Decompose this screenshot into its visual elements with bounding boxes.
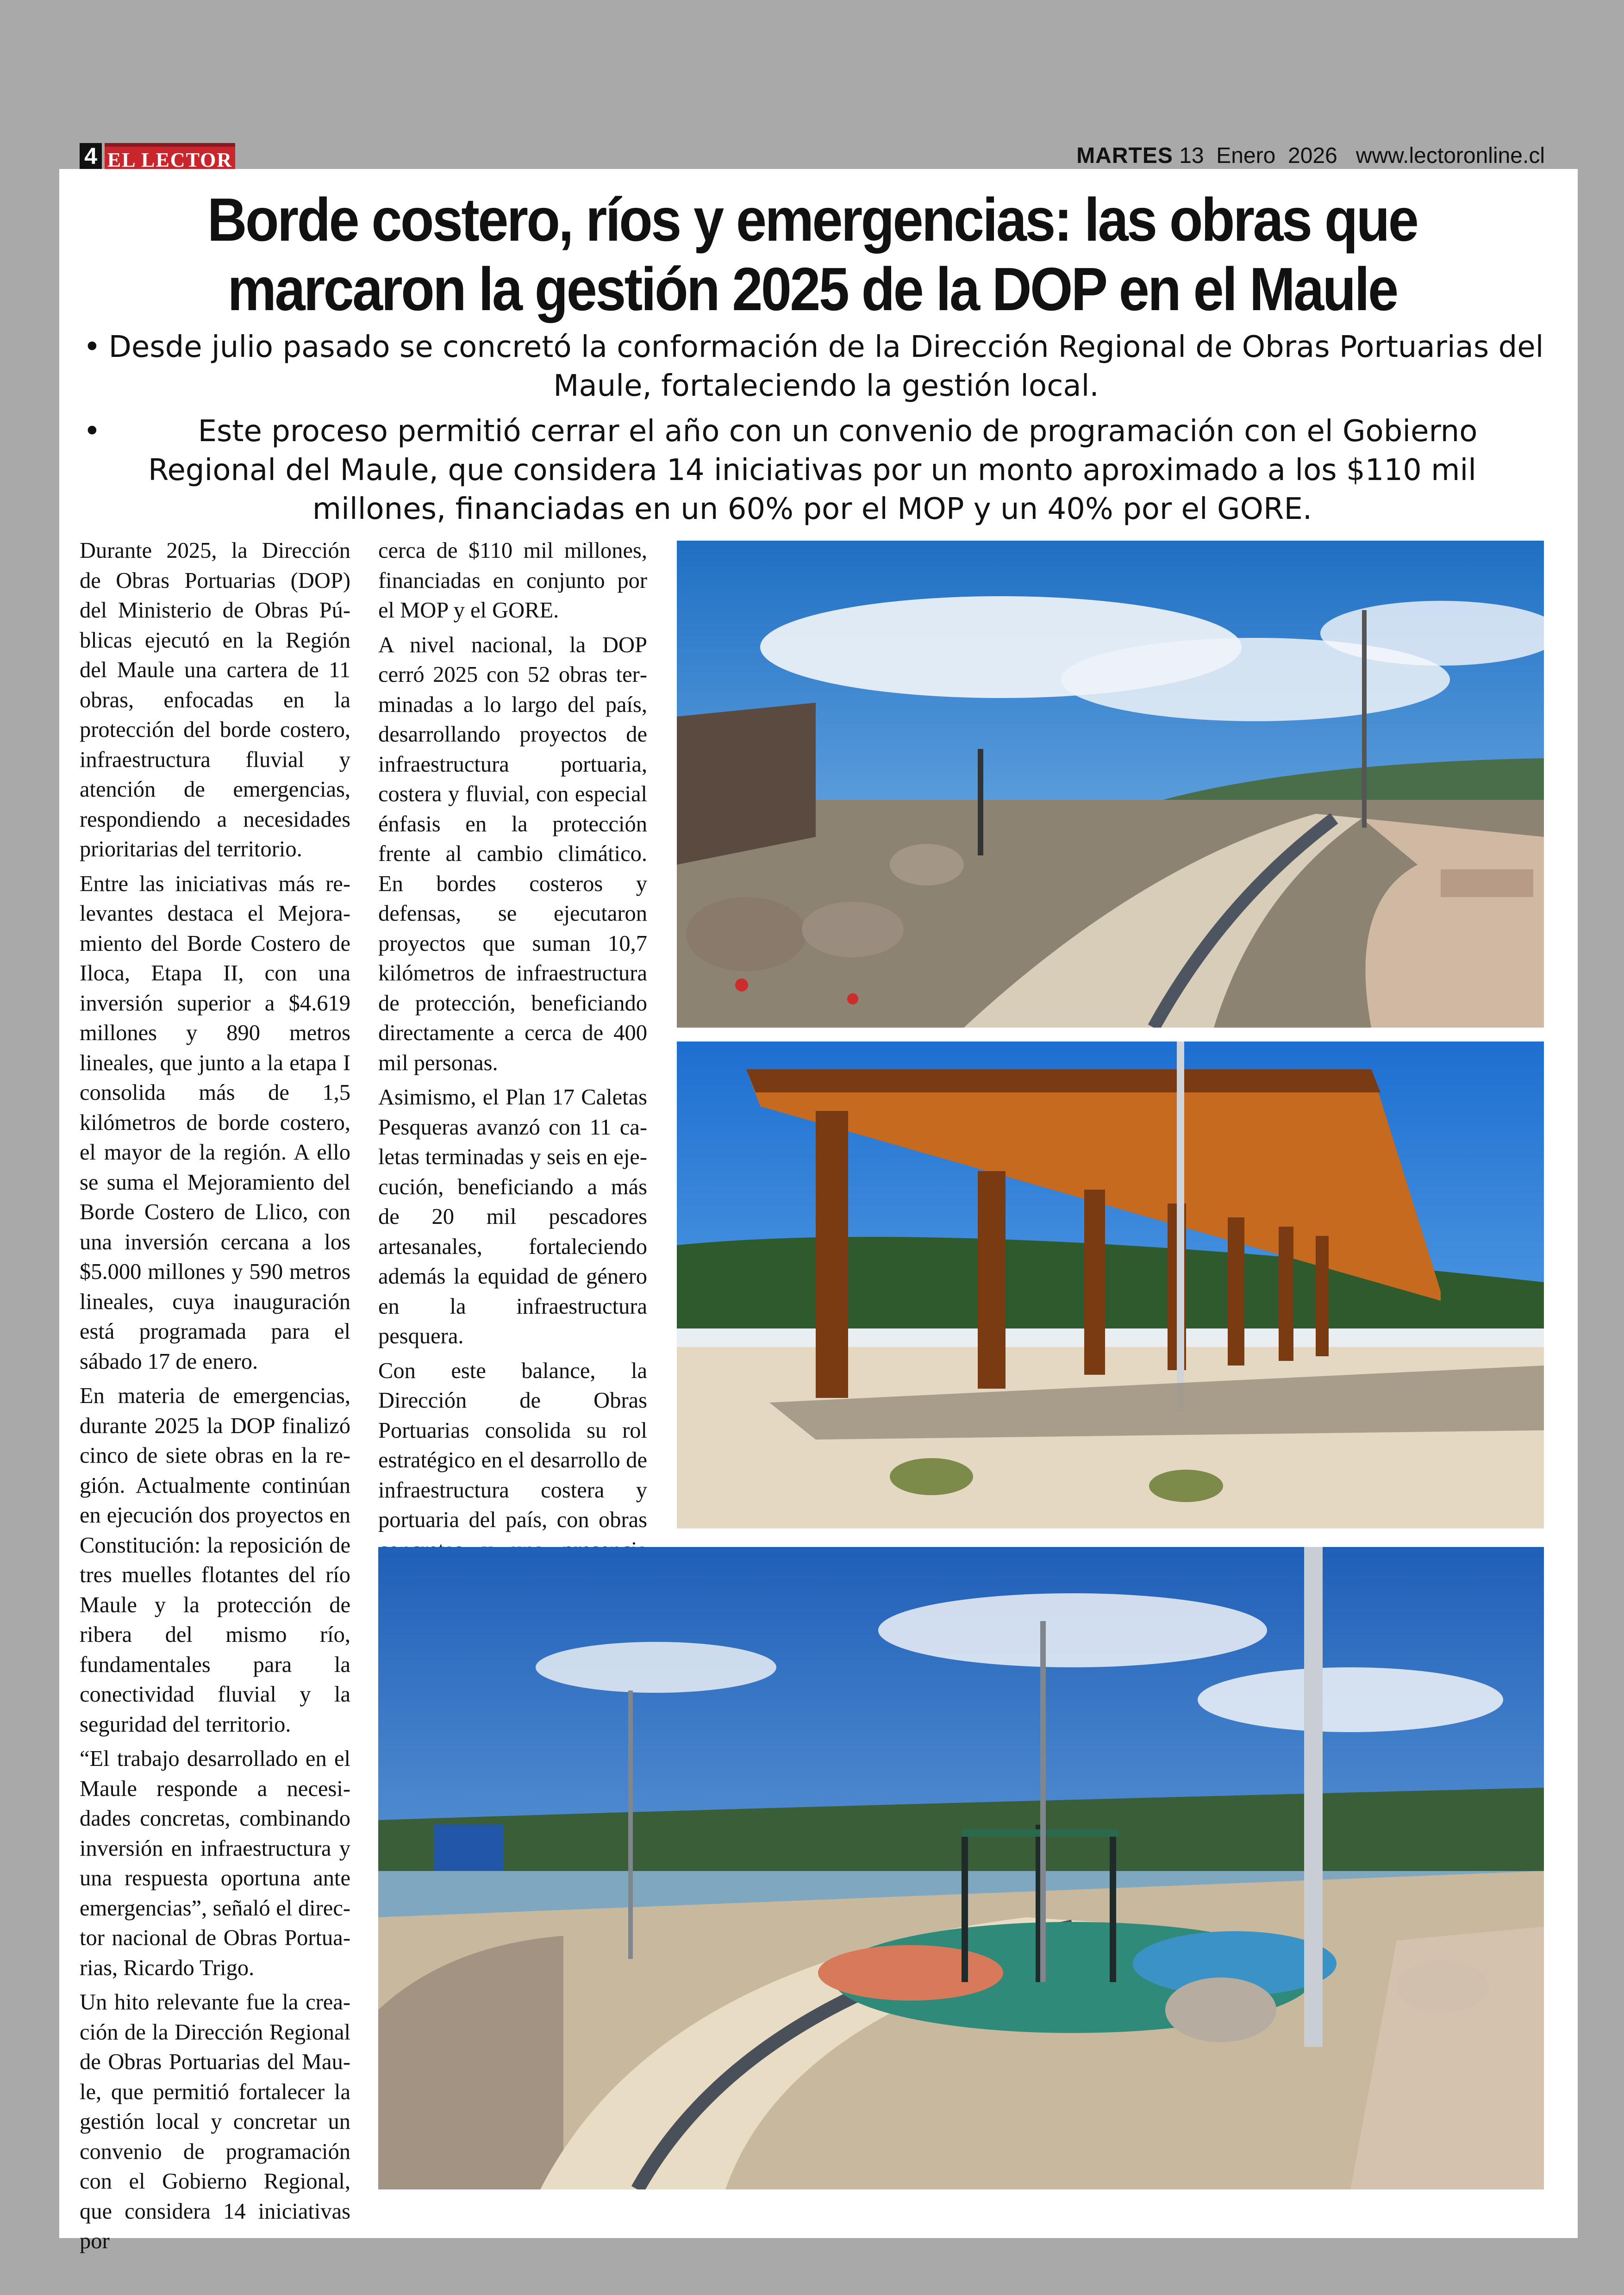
page-header <box>80 141 1545 169</box>
dateline-date: 13 Enero 2026 <box>1179 143 1337 168</box>
dateline-day: MARTES <box>1076 143 1173 168</box>
paragraph: Un hito relevante fue la creación de la Dirección Regional de Obras Portuarias del Maule, que permitió fortalecer la gestión local y concretar un convenio de programación con el Gobierno Regional, que considera 14 iniciativas por <box>80 1990 350 2253</box>
summary-bullet-text: Desde julio pasado se concretó la conformación de la Dirección Regional de Obras Portuarias del Maule, fortaleciendo la gestión local. <box>108 330 1544 403</box>
article-column-1 <box>80 536 350 2261</box>
article-column-2 <box>378 536 647 1629</box>
paragraph: Entre las iniciativas más relevantes destaca el Mejoramiento del Borde Costero de Iloca, Etapa II, con una inversión superior a $4.619 millones y 890 metros lineales, que junto a la etapa I consolida más de 1,5 kilómetros de borde costero, el mayor de la región. A ello se suma el Mejoramiento del Borde Costero de Llico, con una inversión cercana a los $5.000 millones y 590 metros lineales, cuya inauguración está programada para el sábado 17 de enero. <box>80 871 350 1374</box>
bullet-icon: • <box>83 330 101 364</box>
paragraph: Asimismo, el Plan 17 Caletas Pesqueras avanzó con 11 caletas terminadas y seis en ejecución, beneficiando a más de 20 mil pescadores artesanales, fortaleciendo además la equidad de género en la infraestructura pesquera. <box>378 1085 647 1348</box>
headline-line-1: Borde costero, ríos y emergencias: las obras que <box>207 186 1418 254</box>
paragraph: cerca de $110 mil millones, financiadas en conjunto por el MOP y el GORE. <box>378 538 647 623</box>
photo-wooden-pergola <box>677 1041 1544 1528</box>
paragraph: En materia de emergencias, durante 2025 la DOP finalizó cinco de siete obras en la región. Actualmente continúan en ejecución dos proyectos en Constitución: la reposición de tres muelles flotantes del río Maule y la protección de ribera del mismo río, fundamentales para la conectividad fluvial y la seguridad del territorio. <box>80 1384 350 1737</box>
paragraph: Con este balance, la Dirección de Obras Portuarias consolida su rol estratégico en el desarrollo de infraestructura costera y portuaria del país, con obras <box>378 1358 647 1532</box>
page-number: 4 <box>80 143 102 169</box>
summary-bullet-2 <box>80 412 1545 529</box>
headline-line-2: marcaron la gestión 2025 de la DOP en el Maule <box>227 255 1397 323</box>
photo-coastal-promenade <box>677 541 1544 1028</box>
photo-outdoor-gym <box>378 1547 1544 2189</box>
paragraph: Durante 2025, la Dirección de Obras Portuarias (DOP) del Ministerio de Obras Públicas ejecutó en la Región del Maule una cartera de 11 obras, enfocadas en la protección del borde costero, infraestructura fluvial y atención de emergencias, respondiendo a necesidades prioritarias del territorio. <box>80 538 350 861</box>
website-link[interactable]: www.lectoronline.cl <box>1355 143 1545 168</box>
bullet-icon: • <box>83 414 101 449</box>
newspaper-logo: EL LECTOR <box>105 143 235 169</box>
summary-bullet-1 <box>80 328 1545 405</box>
summary-bullet-text: Este proceso permitió cerrar el año con un convenio de programación con el Gobierno Regional del Maule, que considera 14 iniciativas por un monto aproximado a los $110 mil millones, financiadas en un 60% por el MOP y un 40% por el GORE. <box>148 414 1478 526</box>
paragraph: A nivel nacional, la DOP cerró 2025 con 52 obras terminadas a lo largo del país, desarrollando proyectos de infraestructura portuaria, costera y fluvial, con especial énfasis en la protección frente al cambio climático. En bordes costeros y defensas, se ejecutaron proyectos que suman 10,7 kilómetros de infraestructura de protección, beneficiando directamente a cerca de 400 mil personas. <box>378 632 647 1075</box>
dateline <box>1076 143 1545 169</box>
paragraph: “El trabajo desarrollado en el Maule responde a necesidades concretas, combinando inversión en infraestructura y una respuesta oportuna ante emergencias”, señaló el director nacional de Obras Portuarias, Ricardo Trigo. <box>80 1746 350 1980</box>
article-headline <box>153 185 1472 324</box>
